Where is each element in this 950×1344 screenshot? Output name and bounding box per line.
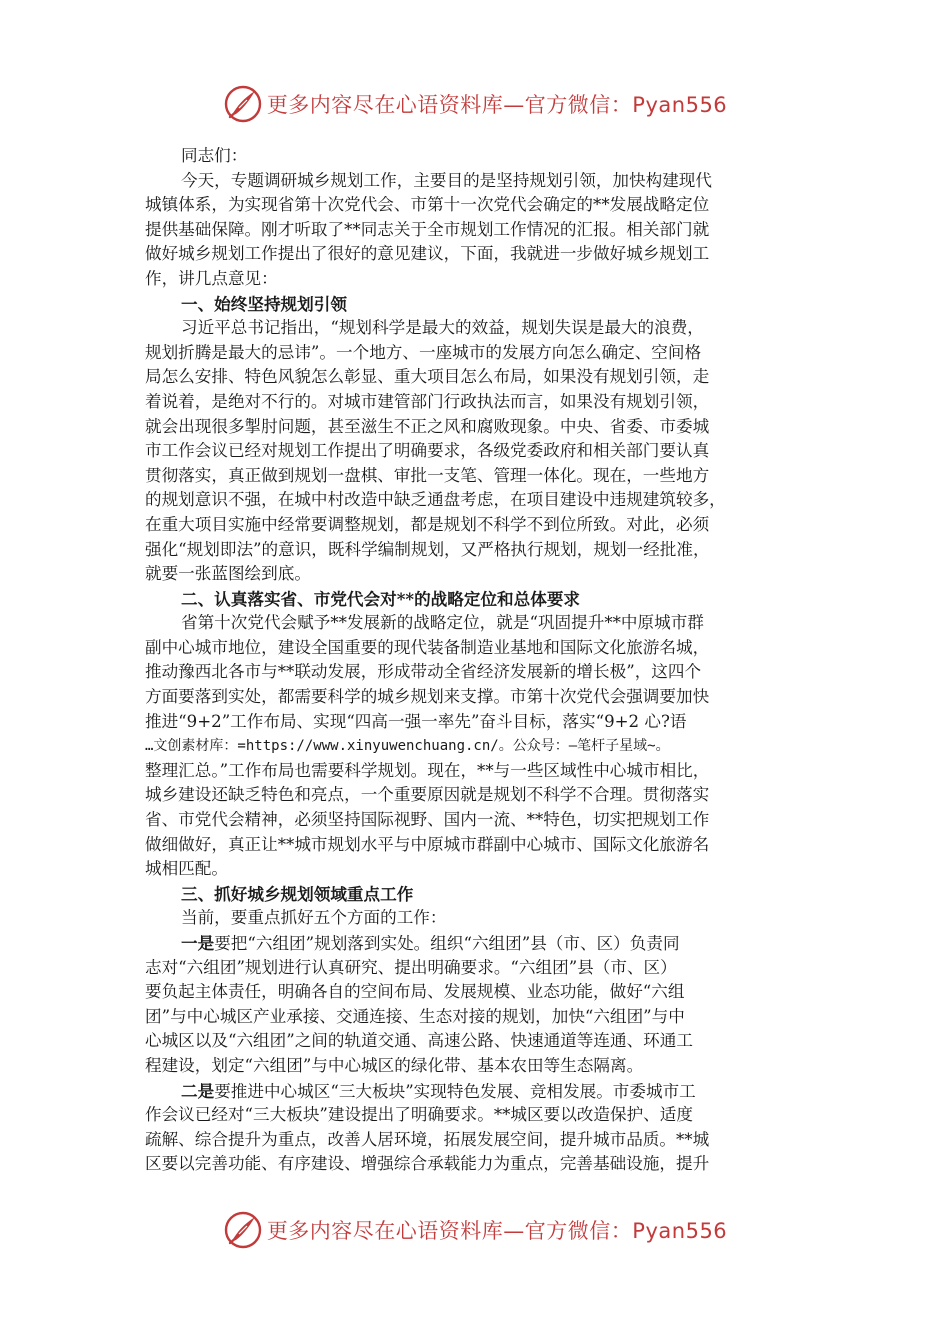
paragraph-line: 局怎么安排、特色风貌怎么彰显、重大项目怎么布局，如果没有规划引领，走 (145, 367, 710, 387)
paragraph-line: 的规划意识不强，在城中村改造中缺乏通盘考虑，在项目建设中违规建筑较多， (145, 490, 726, 510)
header-banner (0, 80, 950, 128)
paragraph-line: 区要以完善功能、有序建设、增强综合承载能力为重点，完善基础设施，提升 (145, 1154, 710, 1174)
paragraph-line: 强化“规划即法”的意识，既科学编制规划，又严格执行规划，规划一经批准， (145, 539, 710, 559)
paragraph-line: 志对“六组团”规划进行认真研究、提出明确要求。“六组团”县（市、区） (145, 957, 677, 977)
paragraph-line: 省第十次党代会赋予**发展新的战略定位，就是“巩固提升**中原城市群 (181, 613, 704, 633)
paragraph-line (145, 1079, 809, 1104)
paragraph-line: 方面要落到实处，都需要科学的城乡规划来支撑。市第十次党代会强调要加快 (145, 687, 710, 707)
section-heading-3: 三、抓好城乡规划领域重点工作 (181, 883, 414, 904)
paragraph-line: 在重大项目实施中经常要调整规划，都是规划不科学不到位所致。对此，必须 (145, 514, 710, 534)
paragraph-line: 程建设，划定“六组团”与中心城区的绿化带、基本农田等生态隔离。 (145, 1055, 644, 1075)
paragraph-line: 今天，专题调研城乡规划工作，主要目的是坚持规划引领，加快构建现代 (181, 170, 712, 190)
banner-text: 更多内容尽在心语资料库—官方微信：Pyan556 (266, 93, 728, 117)
paragraph-line: 着说着，是绝对不行的。对城市建管部门行政执法而言，如果没有规划引领， (145, 391, 710, 411)
watermark-url-line: …文创素材库：=https://www.xinyuwenchuang.cn/。公众号：—笔杆子星域~。 (145, 738, 670, 755)
lead-marker-two: 二是 (181, 1080, 215, 1101)
pen-feather-logo-icon (223, 84, 263, 124)
paragraph-line: 要负起主体责任，明确各自的空间布局、发展规模、业态功能，做好“六组 (145, 982, 685, 1002)
paragraph-line: 城镇体系，为实现省第十次党代会、市第十一次党代会确定的**发展战略定位 (145, 195, 710, 215)
paragraph-line (145, 931, 809, 956)
salutation: 同志们： (181, 146, 248, 165)
paragraph-line: 市工作会议已经对规划工作提出了明确要求，各级党委政府和相关部门要认真 (145, 441, 710, 461)
paragraph-line: 城相匹配。 (145, 859, 228, 879)
paragraph-line: 疏解、综合提升为重点，改善人居环境，拓展发展空间，提升城市品质。**城 (145, 1129, 710, 1149)
paragraph-line: 心城区以及“六组团”之间的轨道交通、高速公路、快速通道等连通、环通工 (145, 1031, 693, 1051)
footer-banner (0, 1206, 950, 1254)
lead-marker-one: 一是 (181, 933, 215, 953)
paragraph-line: 习近平总书记指出，“规划科学是最大的效益，规划失误是最大的浪费， (181, 318, 704, 338)
paragraph-line: 做好城乡规划工作提出了很好的意见建议，下面，我就进一步做好城乡规划工 (145, 244, 710, 264)
paragraph-line: 贯彻落实，真正做到规划一盘棋、审批一支笔、管理一体化。现在，一些地方 (145, 465, 710, 485)
paragraph-line: 作会议已经对“三大板块”建设提出了明确要求。**城区要以改造保护、适度 (145, 1105, 693, 1125)
paragraph-text: 要把“六组团”规划落到实处。组织“六组团”县（市、区）负责同 (214, 934, 680, 953)
paragraph-line: 推进“9+2”工作布局、实现“四高一强一率先”奋斗目标，落实“9+2 心?语 (145, 711, 687, 731)
section-heading-2: 二、认真落实省、市党代会对**的战略定位和总体要求 (181, 588, 581, 609)
paragraph-line: 规划折腾是最大的忌讳”。一个地方、一座城市的发展方向怎么确定、空间格 (145, 342, 702, 362)
document-body (145, 144, 809, 1177)
paragraph-line: 推动豫西北各市与**联动发展，形成带动全省经济发展新的增长极”，这四个 (145, 662, 702, 682)
paragraph-line: 作，讲几点意见： (145, 268, 278, 288)
paragraph-line: 做细做好，真正让**城市规划水平与中原城市群副中心城市、国际文化旅游名 (145, 834, 710, 854)
paragraph-line: 提供基础保障。刚才听取了**同志关于全市规划工作情况的汇报。相关部门就 (145, 219, 710, 239)
paragraph-line: 整理汇总。”工作布局也需要科学规划。现在，**与一些区域性中心城市相比， (145, 760, 710, 780)
paragraph-line: 副中心城市地位，建设全国重要的现代装备制造业基地和国际文化旅游名城， (145, 637, 710, 657)
paragraph-text: 要推进中心城区“三大板块”实现特色发展、竞相发展。市委城市工 (214, 1081, 696, 1101)
pen-feather-logo-icon (223, 1210, 263, 1250)
paragraph-line: 省、市党代会精神，必须坚持国际视野、国内一流、**特色，切实把规划工作 (145, 810, 710, 830)
paragraph-line: 就要一张蓝图绘到底。 (145, 564, 311, 584)
paragraph-line: 就会出现很多掣肘问题，甚至滋生不正之风和腐败现象。中央、省委、市委城 (145, 416, 710, 436)
paragraph-line: 城乡建设还缺乏特色和亮点，一个重要原因就是规划不科学不合理。贯彻落实 (145, 785, 710, 805)
paragraph-line: 当前，要重点抓好五个方面的工作： (181, 908, 447, 928)
section-heading-1: 一、始终坚持规划引领 (181, 293, 347, 314)
paragraph-line: 团”与中心城区产业承接、交通连接、生态对接的规划，加快“六组团”与中 (145, 1006, 685, 1026)
banner-text: 更多内容尽在心语资料库—官方微信：Pyan556 (266, 1219, 728, 1243)
